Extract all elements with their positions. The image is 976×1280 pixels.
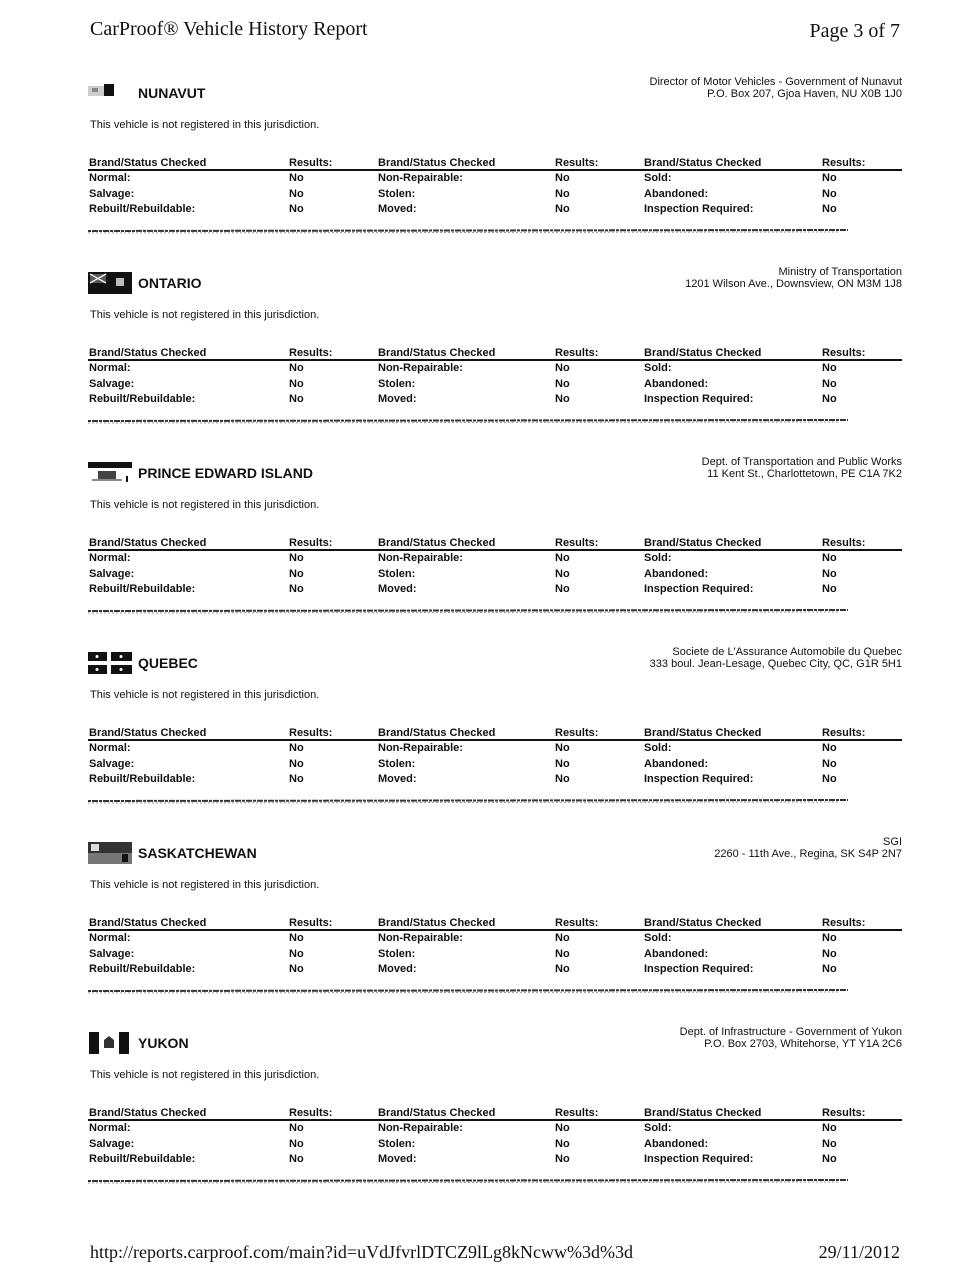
agency-street: 2260 - 11th Ave., Regina, SK S4P 2N7 [714, 848, 902, 860]
col-brand-header: Brand/Status Checked [644, 537, 762, 549]
col-results-header: Results: [822, 917, 866, 929]
table-row [88, 947, 902, 963]
not-registered-note: This vehicle is not registered in this jurisdiction. [90, 499, 320, 511]
col-brand-header: Brand/Status Checked [378, 727, 496, 739]
label-rebuilt: Rebuilt/Rebuildable: [89, 583, 196, 595]
agency-name: SGI [883, 836, 902, 848]
label-rebuilt: Rebuilt/Rebuildable: [89, 203, 196, 215]
result-stolen: No [555, 947, 570, 960]
quebec-flag-icon [88, 652, 132, 674]
table-row [88, 187, 902, 203]
result-stolen: No [555, 757, 570, 770]
label-non-repairable: Non-Repairable: [378, 362, 463, 374]
col-brand-header: Brand/Status Checked [378, 347, 496, 359]
label-normal: Normal: [89, 1122, 131, 1134]
result-inspection: No [822, 1153, 837, 1165]
col-brand-header: Brand/Status Checked [644, 157, 762, 169]
col-results-header: Results: [289, 347, 333, 359]
agency-street: P.O. Box 207, Gjoa Haven, NU X0B 1J0 [707, 88, 902, 100]
agency-name: Dept. of Infrastructure - Government of Yukon [679, 1026, 902, 1038]
result-moved: No [555, 393, 570, 405]
label-stolen: Stolen: [378, 377, 416, 390]
result-moved: No [555, 773, 570, 785]
agency-address [650, 646, 902, 670]
col-brand-header: Brand/Status Checked [89, 157, 207, 169]
table-row [88, 202, 902, 218]
result-non-repairable: No [555, 362, 570, 374]
not-registered-note: This vehicle is not registered in this jurisdiction. [90, 119, 320, 131]
result-normal: No [289, 552, 304, 564]
result-normal: No [289, 932, 304, 944]
agency-name: Dept. of Transportation and Public Works [701, 456, 902, 468]
label-abandoned: Abandoned: [644, 1137, 709, 1150]
col-brand-header: Brand/Status Checked [644, 917, 762, 929]
print-date: 29/11/2012 [818, 1242, 900, 1262]
not-registered-note: This vehicle is not registered in this jurisdiction. [90, 1069, 320, 1081]
label-salvage: Salvage: [89, 567, 135, 580]
col-results-header: Results: [822, 1107, 866, 1119]
result-abandoned: No [822, 947, 837, 960]
province-name: QUEBEC [138, 655, 198, 671]
table-row [88, 1152, 902, 1168]
label-moved: Moved: [378, 963, 417, 975]
agency-address [680, 1026, 902, 1050]
col-results-header: Results: [555, 347, 599, 359]
col-results-header: Results: [555, 727, 599, 739]
province-name: PRINCE EDWARD ISLAND [138, 465, 314, 481]
result-rebuilt: No [289, 1153, 304, 1165]
label-sold: Sold: [644, 552, 672, 564]
table-row [88, 757, 902, 773]
col-results-header: Results: [289, 537, 333, 549]
agency-address [650, 76, 903, 100]
section-divider [88, 798, 848, 804]
col-results-header: Results: [822, 727, 866, 739]
result-normal: No [289, 362, 304, 374]
agency-name: Ministry of Transportation [778, 266, 902, 278]
label-abandoned: Abandoned: [644, 567, 709, 580]
agency-street: P.O. Box 2703, Whitehorse, YT Y1A 2C6 [704, 1038, 902, 1050]
section-prince-edward-island [88, 456, 902, 652]
label-inspection: Inspection Required: [644, 203, 754, 215]
col-results-header: Results: [289, 917, 333, 929]
col-brand-header: Brand/Status Checked [378, 917, 496, 929]
table-header-row [88, 536, 902, 551]
section-divider [88, 228, 848, 234]
section-yukon [88, 1026, 902, 1222]
table-row [88, 1137, 902, 1153]
label-salvage: Salvage: [89, 1137, 135, 1150]
label-inspection: Inspection Required: [644, 773, 754, 785]
table-header-row [88, 346, 902, 361]
section-quebec [88, 646, 902, 842]
result-salvage: No [289, 757, 304, 770]
agency-address [685, 266, 902, 290]
brand-status-table [88, 916, 902, 978]
label-sold: Sold: [644, 362, 672, 374]
col-brand-header: Brand/Status Checked [644, 727, 762, 739]
province-name: ONTARIO [138, 275, 202, 291]
result-rebuilt: No [289, 583, 304, 595]
table-row [88, 171, 902, 187]
section-divider [88, 988, 848, 994]
page-number: Page 3 of 7 [809, 20, 900, 42]
brand-status-table [88, 156, 902, 218]
table-row [88, 392, 902, 408]
col-brand-header: Brand/Status Checked [89, 727, 207, 739]
nunavut-flag-icon [88, 82, 132, 104]
result-sold: No [822, 932, 837, 944]
table-header-row [88, 726, 902, 741]
label-inspection: Inspection Required: [644, 963, 754, 975]
col-brand-header: Brand/Status Checked [378, 157, 496, 169]
agency-street: 11 Kent St., Charlottetown, PE C1A 7K2 [707, 468, 902, 480]
agency-address [702, 456, 902, 480]
label-salvage: Salvage: [89, 377, 135, 390]
result-normal: No [289, 1122, 304, 1134]
brand-status-table [88, 1106, 902, 1168]
result-moved: No [555, 583, 570, 595]
saskatchewan-flag-icon [88, 842, 132, 864]
result-abandoned: No [822, 187, 837, 200]
label-inspection: Inspection Required: [644, 583, 754, 595]
result-non-repairable: No [555, 742, 570, 754]
label-stolen: Stolen: [378, 757, 416, 770]
col-brand-header: Brand/Status Checked [378, 1107, 496, 1119]
result-salvage: No [289, 377, 304, 390]
result-salvage: No [289, 947, 304, 960]
col-results-header: Results: [822, 347, 866, 359]
agency-name: Director of Motor Vehicles - Government of Nunavut [649, 76, 902, 88]
province-name: SASKATCHEWAN [138, 845, 257, 861]
result-moved: No [555, 203, 570, 215]
col-brand-header: Brand/Status Checked [89, 537, 207, 549]
table-header-row [88, 1106, 902, 1121]
table-header-row [88, 156, 902, 171]
col-brand-header: Brand/Status Checked [89, 347, 207, 359]
result-non-repairable: No [555, 1122, 570, 1134]
label-stolen: Stolen: [378, 187, 416, 200]
section-nunavut [88, 76, 902, 272]
col-results-header: Results: [289, 727, 333, 739]
result-sold: No [822, 742, 837, 754]
not-registered-note: This vehicle is not registered in this jurisdiction. [90, 689, 320, 701]
label-sold: Sold: [644, 742, 672, 754]
agency-street: 333 boul. Jean-Lesage, Quebec City, QC, G1R 5H1 [649, 658, 902, 670]
table-row [88, 741, 902, 757]
result-normal: No [289, 742, 304, 754]
result-stolen: No [555, 187, 570, 200]
agency-address [714, 836, 902, 860]
report-title: CarProof® Vehicle History Report [90, 18, 368, 40]
table-row [88, 551, 902, 567]
result-abandoned: No [822, 567, 837, 580]
result-inspection: No [822, 963, 837, 975]
section-divider [88, 608, 848, 614]
result-inspection: No [822, 583, 837, 595]
pei-flag-icon [88, 462, 132, 484]
brand-status-table [88, 346, 902, 408]
agency-street: 1201 Wilson Ave., Downsview, ON M3M 1J8 [685, 278, 902, 290]
label-normal: Normal: [89, 742, 131, 754]
table-row [88, 1121, 902, 1137]
col-results-header: Results: [555, 537, 599, 549]
label-abandoned: Abandoned: [644, 377, 709, 390]
table-row [88, 962, 902, 978]
label-moved: Moved: [378, 1153, 417, 1165]
label-stolen: Stolen: [378, 1137, 416, 1150]
label-rebuilt: Rebuilt/Rebuildable: [89, 393, 196, 405]
brand-status-table [88, 726, 902, 788]
result-sold: No [822, 552, 837, 564]
province-name: NUNAVUT [138, 85, 206, 101]
label-moved: Moved: [378, 773, 417, 785]
col-results-header: Results: [555, 157, 599, 169]
brand-status-table [88, 536, 902, 598]
result-non-repairable: No [555, 932, 570, 944]
label-sold: Sold: [644, 1122, 672, 1134]
table-row [88, 377, 902, 393]
label-stolen: Stolen: [378, 947, 416, 960]
result-salvage: No [289, 187, 304, 200]
not-registered-note: This vehicle is not registered in this jurisdiction. [90, 309, 320, 321]
label-inspection: Inspection Required: [644, 393, 754, 405]
report-url: http://reports.carproof.com/main?id=uVdJfvrlDTCZ9lLg8kNcww%3d%3d [90, 1242, 634, 1262]
label-salvage: Salvage: [89, 187, 135, 200]
col-results-header: Results: [822, 537, 866, 549]
col-results-header: Results: [555, 1107, 599, 1119]
label-non-repairable: Non-Repairable: [378, 1122, 463, 1134]
result-normal: No [289, 172, 304, 184]
label-moved: Moved: [378, 583, 417, 595]
section-divider [88, 418, 848, 424]
label-stolen: Stolen: [378, 567, 416, 580]
agency-name: Societe de L'Assurance Automobile du Quebec [672, 646, 902, 658]
section-ontario [88, 266, 902, 462]
table-row [88, 567, 902, 583]
col-results-header: Results: [555, 917, 599, 929]
result-inspection: No [822, 203, 837, 215]
label-abandoned: Abandoned: [644, 947, 709, 960]
ontario-flag-icon [88, 272, 132, 294]
col-brand-header: Brand/Status Checked [89, 917, 207, 929]
label-inspection: Inspection Required: [644, 1153, 754, 1165]
result-abandoned: No [822, 377, 837, 390]
label-non-repairable: Non-Repairable: [378, 552, 463, 564]
result-non-repairable: No [555, 552, 570, 564]
result-salvage: No [289, 1137, 304, 1150]
province-name: YUKON [138, 1035, 189, 1051]
result-abandoned: No [822, 1137, 837, 1150]
result-inspection: No [822, 773, 837, 785]
table-row [88, 772, 902, 788]
result-rebuilt: No [289, 963, 304, 975]
not-registered-note: This vehicle is not registered in this jurisdiction. [90, 879, 320, 891]
result-stolen: No [555, 567, 570, 580]
label-sold: Sold: [644, 932, 672, 944]
label-non-repairable: Non-Repairable: [378, 932, 463, 944]
label-rebuilt: Rebuilt/Rebuildable: [89, 1153, 196, 1165]
result-moved: No [555, 963, 570, 975]
label-non-repairable: Non-Repairable: [378, 172, 463, 184]
col-brand-header: Brand/Status Checked [378, 537, 496, 549]
label-abandoned: Abandoned: [644, 757, 709, 770]
result-sold: No [822, 172, 837, 184]
col-results-header: Results: [289, 157, 333, 169]
label-normal: Normal: [89, 362, 131, 374]
label-moved: Moved: [378, 203, 417, 215]
yukon-flag-icon [88, 1032, 132, 1054]
table-row [88, 361, 902, 377]
col-brand-header: Brand/Status Checked [644, 347, 762, 359]
col-brand-header: Brand/Status Checked [89, 1107, 207, 1119]
col-brand-header: Brand/Status Checked [644, 1107, 762, 1119]
result-salvage: No [289, 567, 304, 580]
label-rebuilt: Rebuilt/Rebuildable: [89, 773, 196, 785]
label-moved: Moved: [378, 393, 417, 405]
result-stolen: No [555, 1137, 570, 1150]
label-abandoned: Abandoned: [644, 187, 709, 200]
label-normal: Normal: [89, 552, 131, 564]
label-sold: Sold: [644, 172, 672, 184]
result-inspection: No [822, 393, 837, 405]
col-results-header: Results: [822, 157, 866, 169]
section-saskatchewan [88, 836, 902, 1032]
result-moved: No [555, 1153, 570, 1165]
label-salvage: Salvage: [89, 947, 135, 960]
label-non-repairable: Non-Repairable: [378, 742, 463, 754]
table-header-row [88, 916, 902, 931]
result-stolen: No [555, 377, 570, 390]
label-rebuilt: Rebuilt/Rebuildable: [89, 963, 196, 975]
result-sold: No [822, 1122, 837, 1134]
label-normal: Normal: [89, 932, 131, 944]
table-row [88, 582, 902, 598]
result-rebuilt: No [289, 203, 304, 215]
table-row [88, 931, 902, 947]
result-sold: No [822, 362, 837, 374]
result-non-repairable: No [555, 172, 570, 184]
col-results-header: Results: [289, 1107, 333, 1119]
result-rebuilt: No [289, 773, 304, 785]
result-abandoned: No [822, 757, 837, 770]
section-divider [88, 1178, 848, 1184]
result-rebuilt: No [289, 393, 304, 405]
label-normal: Normal: [89, 172, 131, 184]
label-salvage: Salvage: [89, 757, 135, 770]
